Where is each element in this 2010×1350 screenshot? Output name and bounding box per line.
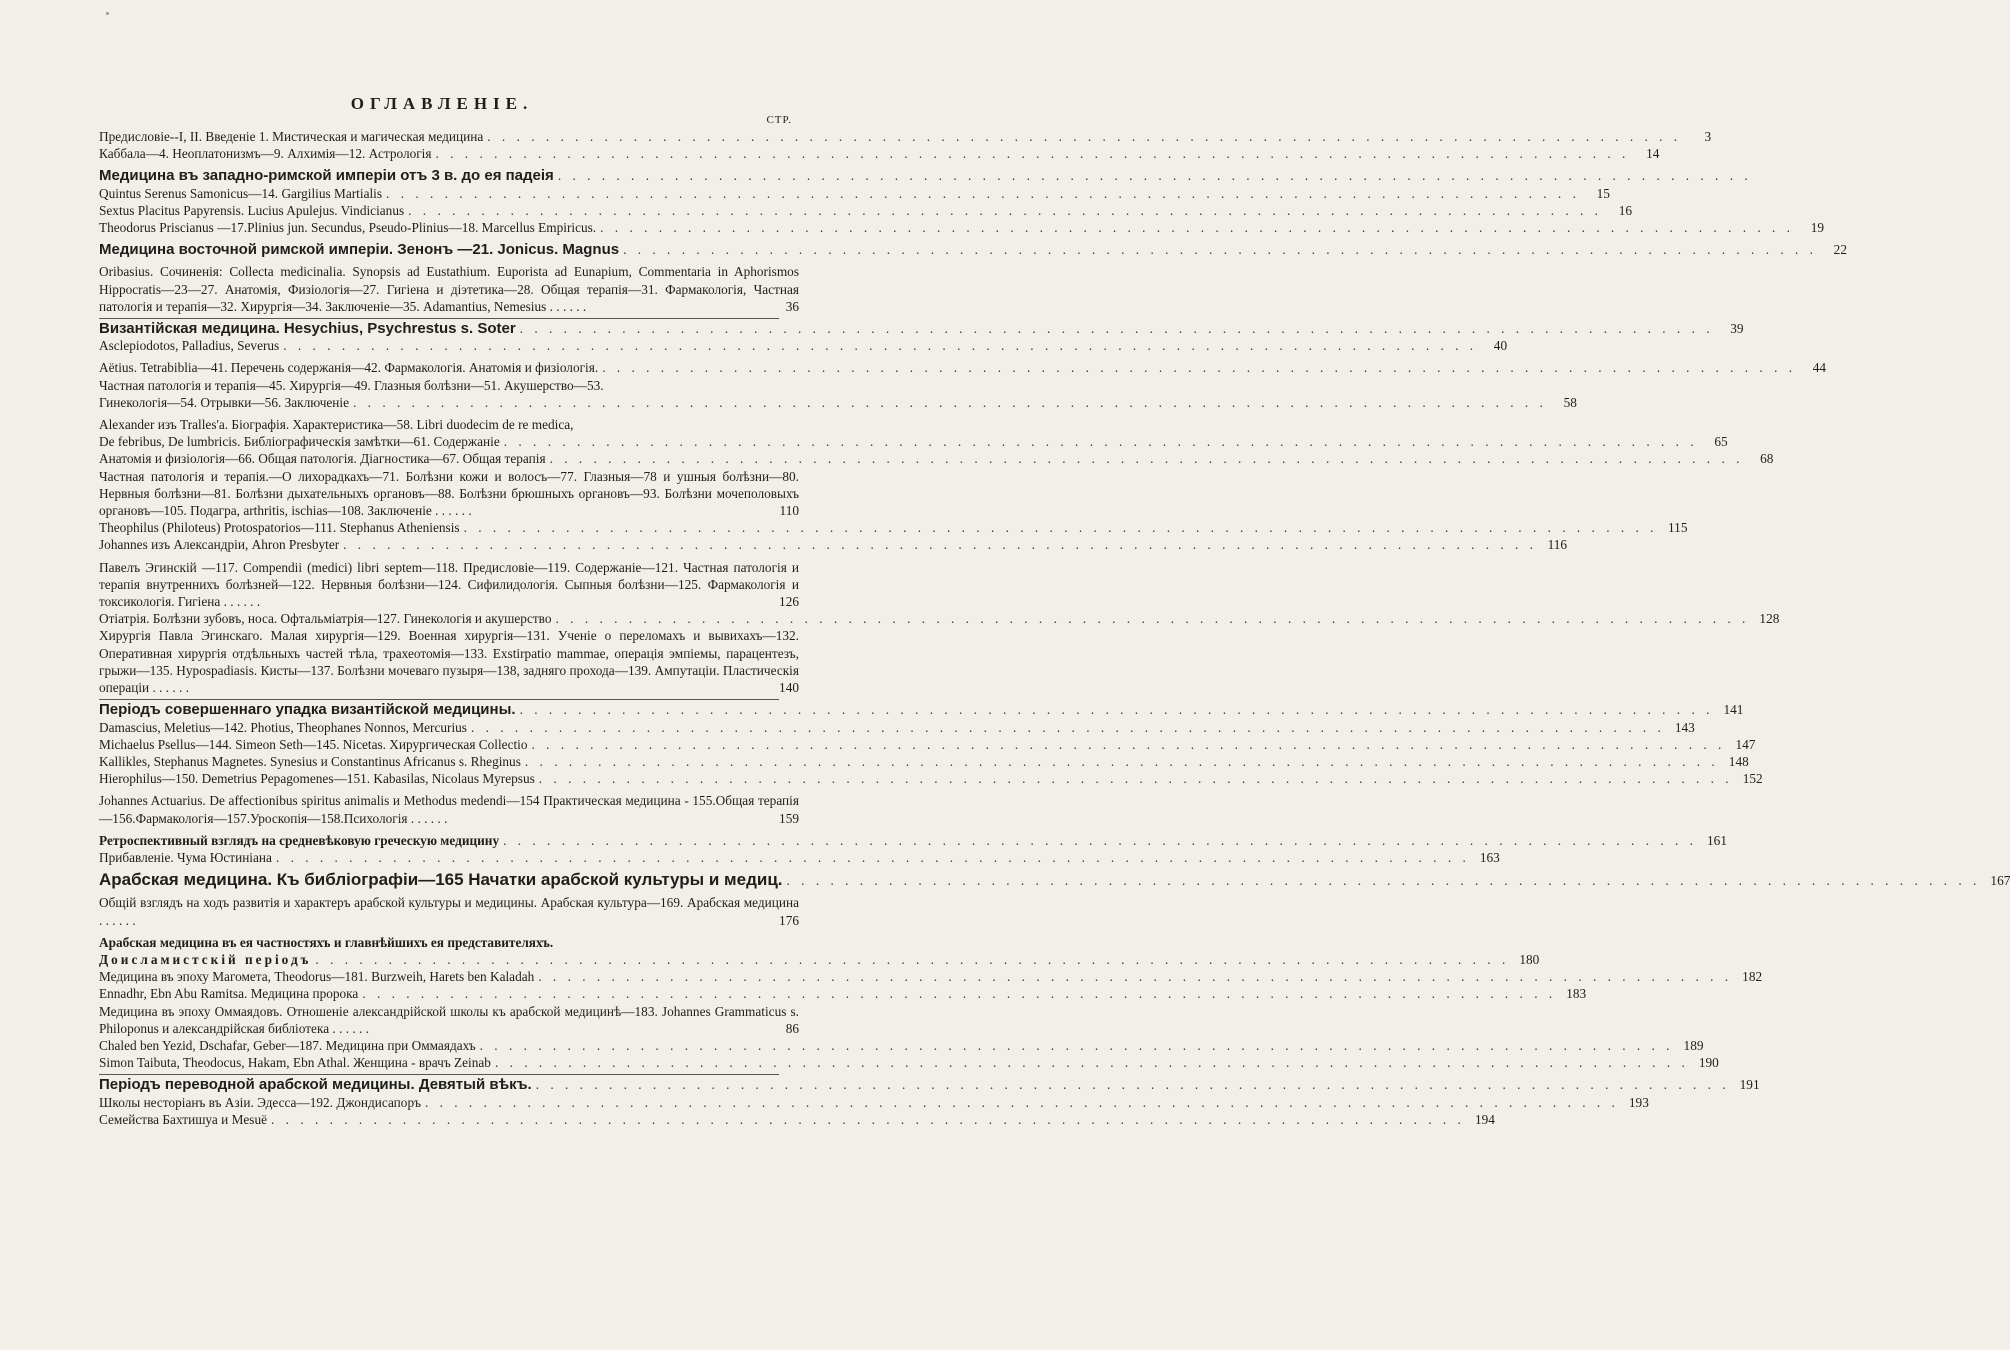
toc-entry-text: Oribasius. Сочиненія: Collecta medicinalia. Synopsis ad Eustathium. Euporista ad Eunapium, Commentaria in Aphorismos Hippocratis—23—27. Анатомія, Физіологія—27. Гигіена и діэтетика—28. Общая терапія—31. Фармакологія, Частная патологія и терапія—32. Хирургія—34. Заключеніе—35. Adamantius, Nemesius — [99, 264, 799, 314]
toc-entry-text: Медицина въ эпоху Магомета, Theodorus—181. Burzweih, Harets ben Kaladah — [99, 969, 535, 985]
dot-leader — [471, 719, 1665, 736]
toc-entry — [99, 985, 1587, 1002]
page-column-header: СТР. — [766, 114, 792, 126]
toc-entry: Oribasius. Сочиненія: Collecta medicinalia. Synopsis ad Eustathium. Euporista ad Eunapium, Commentaria in Aphorismos Hippocratis—23—27. Анатомія, Физіологія—27. Гигіена и діэтетика—28. Общая терапія—31. Фармакологія, Частная патологія и терапія—32. Хирургія—34. Заключеніе—35. Adamantius, Nemesius . . . . . . 36 — [99, 264, 799, 314]
toc-entry-text: Quintus Serenus Samonicus—14. Gargilius Martialis — [99, 185, 383, 201]
dot-leader — [480, 1037, 1674, 1054]
toc-entry-page: 14 — [1646, 146, 1660, 162]
toc-entry — [99, 1054, 1719, 1071]
dot-leader — [362, 985, 1556, 1002]
toc-entry-text: Павелъ Эгинскій —117. Compendii (medici) libri septem—118. Предисловіе—119. Содержаніе—121. Частная патологія и терапія внутреннихъ болѣзней—122. Нервныя болѣзни—124. Сифилидологія. Сыпныя болѣзни—125. Фармакологія и токсикологія. Гигіена — [99, 559, 799, 610]
dot-leader — [538, 968, 1732, 985]
dot-leader — [525, 753, 1719, 770]
toc-entry — [99, 433, 1728, 450]
toc-entry-page: 182 — [1742, 969, 1763, 985]
dot-leader — [487, 128, 1681, 145]
toc-entry-page: 159 — [779, 810, 799, 826]
toc-entry — [99, 1076, 1760, 1094]
toc-entry — [99, 377, 799, 394]
toc-entry — [99, 1094, 1649, 1111]
toc-entry-page: 180 — [1519, 951, 1540, 967]
toc-entry-page: 22 — [1833, 242, 1847, 258]
toc-entry-page: 128 — [1759, 611, 1780, 627]
toc-entry — [99, 934, 799, 951]
dot-leader — [550, 450, 1744, 467]
page-title: ОГЛАВЛЕНІЕ. — [350, 94, 534, 113]
toc-entry-text: Kallikles, Stephanus Magnetes. Synesius и Constantinus Africanus s. Rheginus — [99, 753, 521, 769]
toc-entry-page: 147 — [1735, 736, 1756, 752]
dot-leader — [425, 1094, 1619, 1111]
dot-leader — [520, 320, 1714, 337]
toc-entry-text: Alexander изъ Tralles'a. Біографія. Характеристика—58. Libri duodecim de re medica, — [99, 417, 574, 433]
toc-entry-page: 161 — [1707, 832, 1727, 848]
toc-entry-text: Хирургія Павла Эгинскаго. Малая хирургія—129. Военная хирургія—131. Ученіе о переломахъ и вывихахъ—132. Оперативная хирургія отдѣльныхъ частей тѣла, трахеотомія—133. Exstirpatio mammae, операція эмпіемы, парацентезъ, грыжи—135. Hypospadiasis. Кисты—137. Болѣзни мочеваго пузыря—138, задняго прохода—139. Ампутаціи. Пластическія операціи — [99, 628, 799, 696]
dot-leader — [558, 167, 1752, 184]
toc-entry: Хирургія Павла Эгинскаго. Малая хирургія—129. Военная хирургія—131. Ученіе о переломахъ и вывихахъ—132. Оперативная хирургія отдѣльныхъ частей тѣла, трахеотомія—133. Exstirpatio mammae, операція эмпіемы, парацентезъ, грыжи—135. Hypospadiasis. Кисты—137. Болѣзни мочеваго пузыря—138, задняго прохода—139. Ампутаціи. Пластическія операціи . . . . . . 140 — [99, 628, 799, 696]
dot-leader — [353, 394, 1547, 411]
toc-entry-text: Ретроспективный взглядъ на средневѣковую греческую медицину — [99, 832, 500, 848]
dot-leader — [556, 610, 1750, 627]
toc-entry-page: 163 — [1479, 849, 1500, 865]
toc-entry-page: 176 — [779, 912, 799, 928]
toc-entry — [99, 519, 1688, 536]
toc-entry-text: Johannes изъ Александріи, Ahron Presbyter — [99, 537, 340, 553]
toc-entry-text: Анатомія и физіологія—66. Общая патологія. Діагностика—67. Общая терапія — [99, 451, 546, 467]
toc-entry — [99, 185, 1610, 202]
dot-leader — [408, 202, 1602, 219]
toc-entry — [99, 736, 1756, 753]
table-of-contents — [99, 128, 2010, 1128]
toc-entry — [99, 416, 799, 433]
toc-entry-text: Предисловіе--I, II. Введеніе 1. Мистическая и магическая медицина — [99, 129, 484, 144]
toc-entry — [99, 167, 799, 184]
toc-entry-page: 143 — [1674, 719, 1695, 735]
toc-entry-text: Chaled ben Yezid, Dschafar, Geber—187. Медицина при Оммаядахъ — [99, 1037, 476, 1053]
section-divider — [99, 1074, 779, 1075]
toc-entry — [99, 202, 1632, 219]
toc-entry-page: 58 — [1563, 394, 1577, 410]
dot-leader — [495, 1054, 1689, 1071]
dot-leader — [436, 145, 1630, 162]
dot-leader — [464, 519, 1658, 536]
toc-entry-text: Арабская медицина. Къ библіографіи—165 Начатки арабской культуры и медиц. — [99, 870, 783, 890]
dot-leader — [504, 433, 1698, 450]
toc-entry — [99, 536, 1568, 553]
toc-entry-text: Періодъ переводной арабской медицины. Девятый вѣкъ. — [99, 1076, 532, 1094]
dot-leader — [532, 736, 1726, 753]
dot-leader — [276, 849, 1470, 866]
toc-entry-page: 65 — [1714, 434, 1728, 450]
toc-entry — [99, 701, 1744, 719]
toc-entry — [99, 849, 1500, 866]
toc-entry-text: Медицина въ западно-римской имперіи отъ 3 в. до ея падеія — [99, 167, 554, 185]
dot-leader — [787, 872, 1981, 889]
toc-entry — [99, 870, 2010, 890]
toc-entry-text: Византійская медицина. Hesychius, Psychrestus s. Soter — [99, 320, 516, 338]
toc-entry-text: Періодъ совершеннаго упадка византійской медицины. — [99, 701, 516, 719]
dot-leader — [386, 185, 1580, 202]
toc-entry — [99, 1037, 1704, 1054]
dot-leader — [623, 241, 1817, 258]
toc-entry — [99, 219, 1824, 236]
toc-entry-text: Отіатрія. Болѣзни зубовъ, носа. Офтальміатрія—127. Гинекологія и акушерство — [99, 611, 552, 627]
toc-entry-text: Медицина восточной римской имперіи. Зенонъ —21. Jonicus. Magnus — [99, 241, 620, 259]
toc-entry-text: De febribus, De lumbricis. Библіографическія замѣтки—61. Содержаніе — [99, 434, 500, 450]
toc-entry: Павелъ Эгинскій —117. Compendii (medici) libri septem—118. Предисловіе—119. Содержаніе—121. Частная патологія и терапія внутреннихъ болѣзней—122. Нервныя болѣзни—124. Сифилидологія. Сыпныя болѣзни—125. Фармакологія и токсикологія. Гигіена . . . . . . 126 — [99, 559, 799, 610]
toc-entry-text: Damascius, Meletius—142. Photius, Theophanes Nonnos, Mercurius — [99, 719, 467, 735]
section-divider — [99, 699, 779, 700]
toc-entry-page: 19 — [1810, 220, 1824, 236]
toc-entry-page: 191 — [1739, 1077, 1760, 1093]
toc-entry-page: 183 — [1566, 986, 1587, 1002]
toc-entry-page: 152 — [1742, 771, 1763, 787]
toc-entry-text: Aëtius. Tetrabiblia—41. Перечень содержанія—42. Фармакологія. Анатомія и физіологія. — [99, 360, 599, 376]
toc-entry-text: Theodorus Priscianus —17.Plinius jun. Secundus, Pseudo-Plinius—18. Marcellus Empiricus. — [99, 220, 597, 236]
toc-entry — [99, 394, 1577, 411]
toc-entry-page: 3 — [1704, 129, 1712, 144]
toc-entry-text: Прибавленіе. Чума Юстиніана — [99, 849, 272, 865]
toc-entry — [99, 951, 1540, 968]
toc-entry-text: Simon Taibuta, Theodocus, Hakam, Ebn Athal. Женщина - врачъ Zeinab — [99, 1055, 491, 1071]
toc-entry: Общій взглядъ на ходъ развитія и характеръ арабской культуры и медицины. Арабская культура—169. Арабская медицина . . . . . . 176 — [99, 895, 799, 928]
toc-entry — [99, 832, 1727, 849]
toc-entry — [99, 450, 1774, 467]
dot-leader — [520, 701, 1714, 718]
toc-entry-page: 15 — [1596, 185, 1610, 201]
toc-entry-page: 126 — [779, 594, 799, 610]
toc-entry-page: 16 — [1618, 202, 1632, 218]
toc-entry — [99, 719, 1695, 736]
toc-entry-text: Семейства Бахтишуа и Mesuë — [99, 1111, 268, 1127]
toc-entry — [99, 359, 1827, 376]
toc-entry-text: Гинекологія—54. Отрывки—56. Заключеніе — [99, 394, 350, 410]
toc-entry-text: Michaelus Psellus—144. Simeon Seth—145. Nicetas. Хирургическая Collectio — [99, 736, 528, 752]
dot-leader — [600, 219, 1794, 236]
toc-entry-text: Доисламистскій періодъ — [99, 951, 312, 967]
toc-entry-text: Hierophilus—150. Demetrius Pepagomenes—151. Kabasilas, Nicolaus Myrepsus — [99, 771, 535, 787]
dot-leader — [315, 951, 1509, 968]
toc-entry-page: 116 — [1547, 537, 1568, 553]
toc-entry — [99, 128, 1712, 145]
toc-entry-page: 167 — [1990, 873, 2010, 889]
toc-entry-page: 148 — [1728, 753, 1749, 769]
toc-entry-page: 189 — [1683, 1037, 1704, 1053]
toc-entry-page: 141 — [1723, 702, 1744, 718]
toc-entry-text: Sextus Placitus Papyrensis. Lucius Apulejus. Vindicianus — [99, 202, 405, 218]
toc-entry-text: Частная патологія и терапія.—О лихорадкахъ—71. Болѣзни кожи и волосъ—77. Глазныя—78 и ушныя болѣзни—80. Нервныя болѣзни—81. Болѣзни дыхательныхъ органовъ—88. Болѣзни брюшныхъ органовъ—93. Болѣзни мочеполовыхъ органовъ—105. Подагра, arthritis, ischias—108. Заключеніе — [99, 468, 799, 519]
toc-entry-page: 86 — [785, 1020, 799, 1036]
toc-entry — [99, 320, 1744, 338]
toc-entry-text: Asclepiodotos, Palladius, Severus — [99, 338, 280, 354]
section-divider — [99, 318, 779, 319]
dot-leader — [343, 536, 1537, 553]
toc-entry: Медицина въ эпоху Оммаядовъ. Отношеніе александрійской школы къ арабской медицинѣ—183. Johannes Grammaticus s. Philoponus и александрійская библіотека . . . . . . 86 — [99, 1003, 799, 1036]
toc-entry-page: 193 — [1628, 1094, 1649, 1110]
toc-entry: Johannes Actuarius. De affectionibus spiritus animalis и Methodus medendi—154 Практическая медицина - 155.Общая терапія—156.Фармакологія—157.Уроскопія—158.Психологія . . . . . . 159 — [99, 793, 799, 826]
dot-leader — [271, 1111, 1465, 1128]
dot-leader — [536, 1076, 1730, 1093]
toc-entry-page: 110 — [779, 503, 799, 519]
toc-entry-text: Общій взглядъ на ходъ развитія и характеръ арабской культуры и медицины. Арабская культура—169. Арабская медицина — [99, 895, 799, 911]
toc-entry-page: 194 — [1474, 1111, 1495, 1127]
toc-entry-page: 190 — [1698, 1055, 1719, 1071]
toc-entry — [99, 145, 1660, 162]
toc-entry — [99, 241, 1847, 259]
toc-entry-page: 68 — [1760, 451, 1774, 467]
dot-leader — [283, 337, 1477, 354]
toc-entry-page: 115 — [1668, 520, 1688, 536]
toc-entry-page: 40 — [1493, 338, 1508, 354]
dot-leader — [539, 770, 1733, 787]
dot-leader — [602, 359, 1796, 376]
toc-entry — [99, 770, 1763, 787]
toc-entry-text: Ennadhr, Ebn Abu Ramitsa. Медицина пророка — [99, 986, 359, 1002]
toc-entry — [99, 753, 1749, 770]
toc-entry-text: Частная патологія и терапія—45. Хирургія—49. Глазныя болѣзни—51. Акушерство—53. — [99, 377, 604, 393]
toc-entry-page: 140 — [779, 680, 799, 696]
toc-entry-text: Школы несторіанъ въ Азіи. Эдесса—192. Джондисапоръ — [99, 1094, 421, 1110]
toc-entry-text: Медицина въ эпоху Оммаядовъ. Отношеніе александрійской школы къ арабской медицинѣ—183. Johannes Grammaticus s. Philoponus и александрійская библіотека — [99, 1003, 799, 1036]
toc-entry-text: Johannes Actuarius. De affectionibus spiritus animalis и Methodus medendi—154 Практическая медицина - 155.Общая терапія—156.Фармакологія—157.Уроскопія—158.Психологія — [99, 793, 799, 826]
toc-entry-text: Арабская медицина въ ея частностяхъ и главнѣйшихъ ея представителяхъ. — [99, 934, 554, 950]
toc-entry-page: 36 — [785, 298, 799, 314]
page-speck — [106, 12, 109, 15]
toc-entry — [99, 337, 1508, 354]
dot-leader — [503, 832, 1697, 849]
toc-entry — [99, 610, 1780, 627]
toc-entry-page: 39 — [1730, 321, 1744, 337]
toc-entry: Частная патологія и терапія.—О лихорадкахъ—71. Болѣзни кожи и волосъ—77. Глазныя—78 и ушныя болѣзни—80. Нервныя болѣзни—81. Болѣзни дыхательныхъ органовъ—88. Болѣзни брюшныхъ органовъ—93. Болѣзни мочеполовыхъ органовъ—105. Подагра, arthritis, ischias—108. Заключеніе . . . . . . 110 — [99, 468, 799, 519]
toc-entry-page: 44 — [1812, 360, 1827, 376]
toc-entry — [99, 968, 1763, 985]
toc-entry-text: Theophilus (Philoteus) Protospatorios—111. Stephanus Atheniensis — [99, 520, 460, 536]
toc-entry-text: Каббала—4. Неоплатонизмъ—9. Алхимія—12. Астрологія — [99, 146, 432, 162]
toc-entry — [99, 1111, 1495, 1128]
